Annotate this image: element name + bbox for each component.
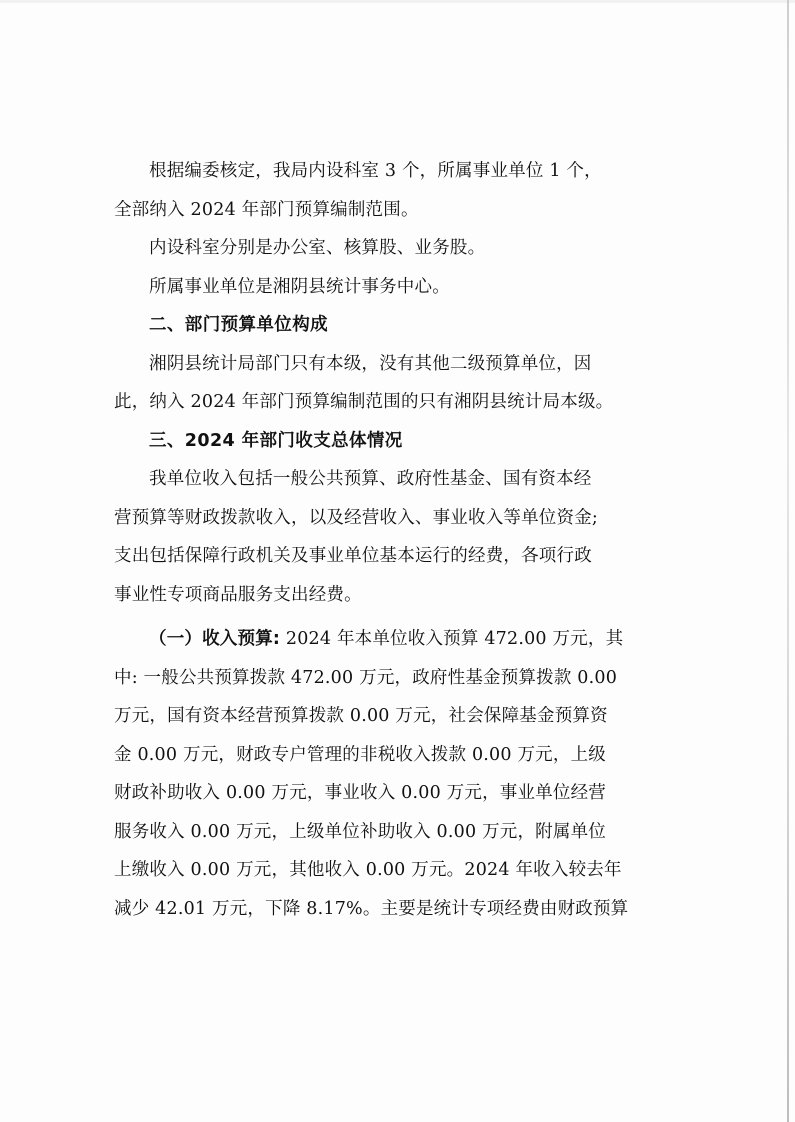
text-line: 万元，国有资本经营预算拨款 0.00 万元，社会保障基金预算资: [114, 706, 608, 726]
text-line: 根据编委核定，我局内设科室 3 个，所属事业单位 1 个，: [149, 161, 602, 181]
text-line: 上缴收入 0.00 万元，其他收入 0.00 万元。2024 年收入较去年: [114, 860, 622, 880]
text-line: 支出包括保障行政机关及事业单位基本运行的经费，各项行政: [114, 546, 592, 566]
subsection-lead-income-budget: （一）收入预算:: [149, 629, 281, 649]
text-line: 中: 一般公共预算拨款 472.00 万元，政府性基金预算拨款 0.00: [114, 667, 618, 688]
paragraph-affiliated-unit: [114, 268, 666, 307]
text-line: 事业性专项商品服务支出经费。: [114, 584, 362, 605]
text-line: 服务收入 0.00 万元，上级单位补助收入 0.00 万元，附属单位: [114, 821, 606, 842]
text-line: 财政补助收入 0.00 万元，事业收入 0.00 万元，事业单位经营: [114, 783, 606, 803]
paragraph-budget-units: [114, 345, 666, 422]
section-heading-overall: 三、2024 年部门收支总体情况: [149, 430, 403, 451]
text-line: 此，纳入 2024 年部门预算编制范围的只有湘阴县统计局本级。: [114, 392, 614, 412]
text-line: [114, 620, 666, 659]
text-line: 全部纳入 2024 年部门预算编制范围。: [114, 199, 419, 220]
text-line: 营预算等财政拨款收入，以及经营收入、事业收入等单位资金;: [114, 507, 598, 528]
text-line: 湘阴县统计局部门只有本级，没有其他二级预算单位，因: [149, 353, 592, 374]
text-line: 减少 42.01 万元，下降 8.17%。主要是统计专项经费由财政预算: [114, 898, 629, 919]
document-body: [114, 152, 666, 928]
paragraph-staffing: [114, 152, 666, 229]
text-line: 所属事业单位是湘阴县统计事务中心。: [149, 276, 450, 297]
text-line: 内设科室分别是办公室、核算股、业务股。: [149, 238, 486, 258]
text-line: 金 0.00 万元，财政专户管理的非税收入拨款 0.00 万元，上级: [114, 744, 606, 765]
scan-right-edge: [787, 0, 789, 1122]
section-heading-budget-units: 二、部门预算单位构成: [149, 315, 328, 335]
scan-top-edge: [0, 0, 795, 3]
paragraph-departments: [114, 229, 666, 268]
text-run: 2024 年本单位收入预算 472.00 万元，其: [280, 629, 624, 649]
text-line: 我单位收入包括一般公共预算、政府性基金、国有资本经: [149, 469, 592, 489]
paragraph-income-budget: [114, 620, 666, 928]
paragraph-income-scope: [114, 460, 666, 614]
